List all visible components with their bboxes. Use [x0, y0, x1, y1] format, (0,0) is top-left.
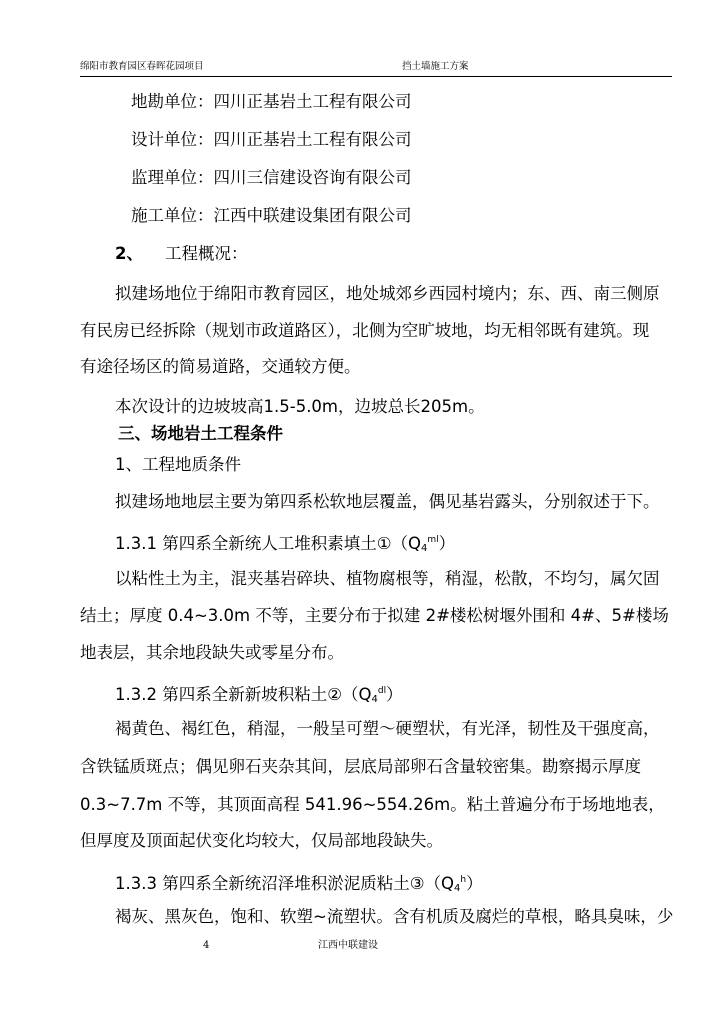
unit-survey-label: 地勘单位： [131, 92, 214, 111]
layer-2-line-3: 0.3~7.7m 不等，其顶面高程 541.96~554.26m。粘土普遍分布于场地地表， [80, 795, 665, 814]
section-2-number: 2、 [115, 244, 143, 263]
header-document-title: 挡土墙施工方案 [402, 61, 469, 72]
overview-line-4: 本次设计的边坡坡高1.5-5.0m，边坡总长205m。 [115, 397, 485, 416]
layer-2-subscript: 4 [371, 694, 378, 705]
layer-1-heading [115, 529, 715, 560]
section-2-title: 工程概况： [164, 244, 248, 263]
footer-page-number: 4 [203, 940, 210, 951]
geology-title: 1、工程地质条件 [115, 455, 241, 474]
layer-2-superscript: dl [377, 686, 387, 696]
unit-survey-value: 四川正基岩土工程有限公司 [213, 92, 412, 111]
unit-construction-label: 施工单位： [131, 206, 214, 225]
overview-line-2: 有民房已经拆除（规划市政道路区），北侧为空旷坡地，均无相邻既有建筑。现 [80, 321, 650, 340]
layer-1-close: ） [438, 534, 456, 553]
overview-line-3: 有途径场区的简易道路，交通较方便。 [80, 357, 361, 376]
layer-3-superscript: h [460, 875, 467, 885]
layer-1-line-3: 地表层，其余地段缺失或零星分布。 [80, 643, 344, 662]
unit-supervision-label: 监理单位： [131, 168, 214, 187]
header-project-name: 绵阳市教育园区春晖花园项目 [80, 61, 204, 72]
layer-3-subscript: 4 [454, 883, 461, 894]
layer-3-close: ） [466, 874, 483, 893]
layer-2-heading [115, 680, 715, 711]
layer-1-title: 1.3.1 第四系全新统人工堆积素填土①（Q [115, 534, 422, 553]
layer-2-title: 1.3.2 第四系全新新坡积粘土②（Q [115, 685, 372, 704]
layer-1-superscript: ml [427, 535, 439, 545]
page-header [80, 60, 672, 77]
layer-1-line-1: 以粘性土为主，混夹基岩碎块、植物腐根等，稍湿，松散，不均匀，属欠固 [115, 569, 660, 588]
section-2-heading [115, 243, 715, 265]
layer-1-line-2: 结土；厚度 0.4~3.0m 不等，主要分布于拟建 2#楼松树堰外围和 4#、5#楼场 [80, 606, 669, 625]
geology-intro: 拟建场地地层主要为第四系松软地层覆盖，偶见基岩露头，分别叙述于下。 [115, 492, 660, 511]
footer-company: 江西中联建设 [318, 940, 378, 951]
unit-design [131, 129, 724, 151]
layer-3-title: 1.3.3 第四系全新统沼泽堆积淤泥质粘土③（Q [115, 874, 455, 893]
section-3-heading: 三、场地岩土工程条件 [118, 424, 283, 443]
layer-2-line-2: 含铁锰质斑点；偶见卵石夹杂其间，层底局部卵石含量较密集。勘察揭示厚度 [80, 757, 641, 776]
layer-3-line-1: 褐灰、黑灰色，饱和、软塑~流塑状。含有机质及腐烂的草根，略具臭味，少 [115, 907, 674, 926]
layer-2-line-1: 褐黄色、褐红色，稍湿，一般呈可塑～硬塑状，有光泽，韧性及干强度高， [115, 719, 660, 738]
layer-1-subscript: 4 [421, 543, 428, 554]
unit-supervision [131, 167, 724, 189]
layer-2-line-4: 但厚度及顶面起伏变化均较大，仅局部地段缺失。 [80, 831, 443, 850]
unit-design-value: 四川正基岩土工程有限公司 [213, 130, 412, 149]
unit-construction-value: 江西中联建设集团有限公司 [213, 206, 412, 225]
unit-design-label: 设计单位： [131, 130, 214, 149]
unit-supervision-value: 四川三信建设咨询有限公司 [213, 168, 412, 187]
overview-line-1: 拟建场地位于绵阳市教育园区，地处城郊乡西园村境内；东、西、南三侧原 [115, 284, 660, 303]
unit-construction [131, 205, 724, 227]
unit-survey [131, 91, 724, 113]
layer-2-close: ） [386, 685, 403, 704]
layer-3-heading [115, 869, 715, 900]
